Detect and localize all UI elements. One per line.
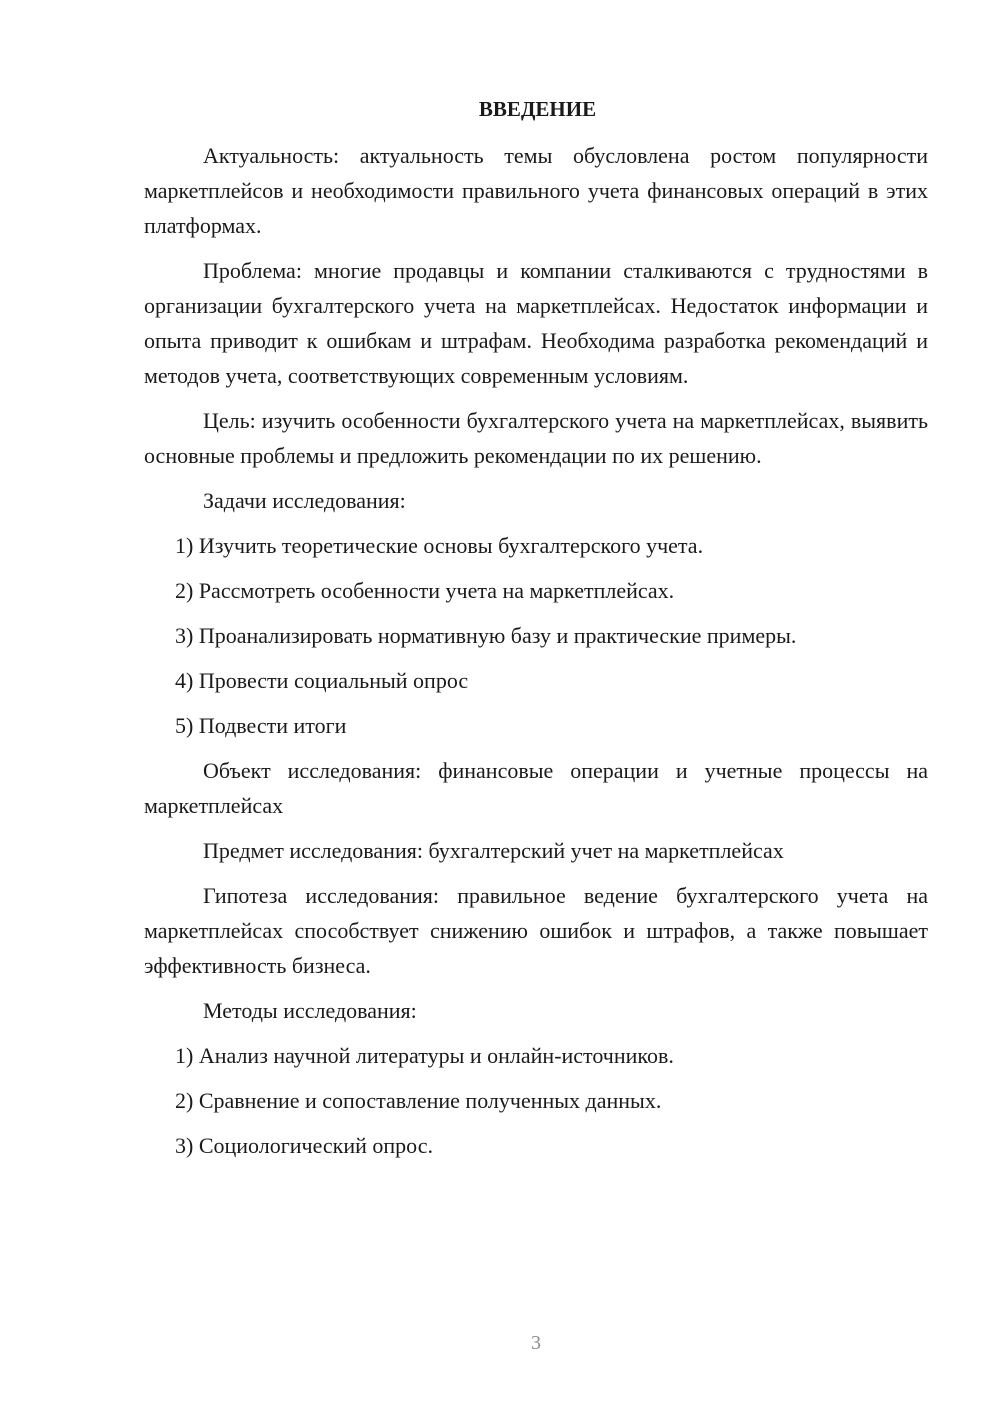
- subject-paragraph: Предмет исследования: бухгалтерский учет на маркетплейсах: [203, 838, 784, 863]
- page-number: 3: [531, 1332, 541, 1354]
- page-content: [144, 92, 928, 1173]
- task-item-1: 1) Изучить теоретические основы бухгалтерского учета.: [175, 533, 704, 558]
- task-item-3: 3) Проанализировать нормативную базу и практические примеры.: [175, 623, 797, 648]
- object-paragraph: Объект исследования: финансовые операции и учетные процессы на маркетплейсах: [144, 758, 928, 818]
- hypothesis-paragraph: Гипотеза исследования: правильное ведение бухгалтерского учета на маркетплейсах способствует снижению ошибок и штрафов, а также повышает эффективность бизнеса.: [144, 883, 928, 978]
- task-item-4: 4) Провести социальный опрос: [175, 668, 469, 693]
- relevance-paragraph: Актуальность: актуальность темы обусловлена ростом популярности маркетплейсов и необходимости правильного учета финансовых операций в этих платформах.: [144, 143, 928, 238]
- problem-paragraph: Проблема: многие продавцы и компании сталкиваются с трудностями в организации бухгалтерского учета на маркетплейсах. Недостаток информации и опыта приводит к ошибкам и штрафам. Необходима разработка рекомендаций и методов учета, соответствующих современным условиям.: [144, 258, 928, 388]
- tasks-heading: Задачи исследования:: [203, 488, 406, 513]
- goal-paragraph: Цель: изучить особенности бухгалтерского учета на маркетплейсах, выявить основные проблемы и предложить рекомендации по их решению.: [144, 408, 928, 468]
- methods-heading: Методы исследования:: [203, 998, 417, 1023]
- method-item-2: 2) Сравнение и сопоставление полученных данных.: [175, 1088, 662, 1113]
- task-item-2: 2) Рассмотреть особенности учета на маркетплейсах.: [175, 578, 675, 603]
- page-title: ВВЕДЕНИЕ: [478, 97, 597, 121]
- method-item-1: 1) Анализ научной литературы и онлайн-источников.: [175, 1043, 674, 1068]
- method-item-3: 3) Социологический опрос.: [175, 1133, 433, 1158]
- task-item-5: 5) Подвести итоги: [175, 713, 347, 738]
